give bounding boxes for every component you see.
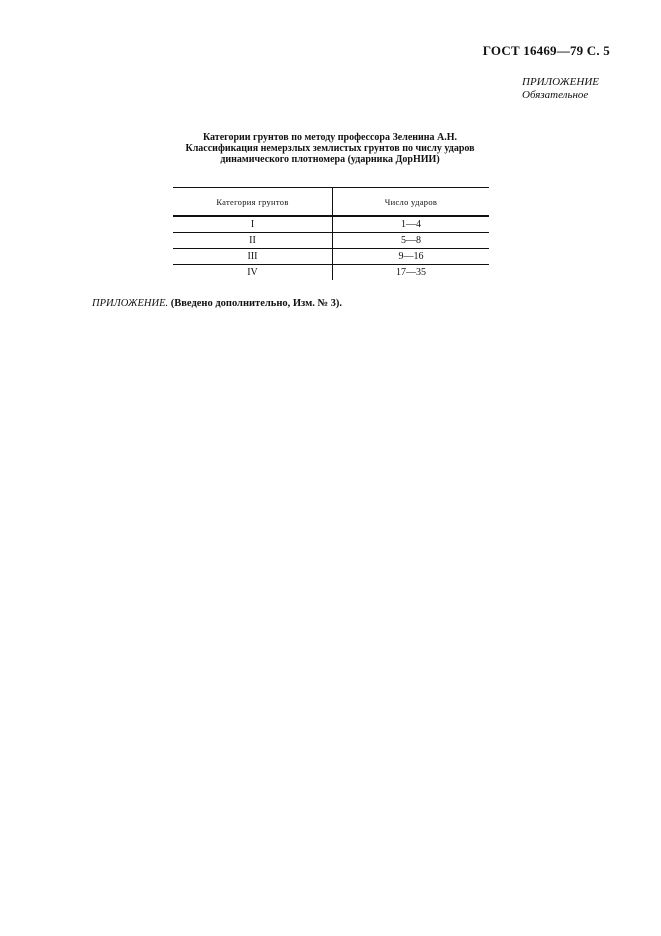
table-title-line-1: Категории грунтов по методу профессора Зеленина А.Н.: [202, 132, 458, 143]
cell-category: II: [173, 233, 333, 249]
table-row: [173, 233, 489, 249]
cell-blows: 1—4: [333, 216, 490, 233]
appendix-title: ПРИЛОЖЕНИЕ: [522, 76, 599, 88]
cell-blows: 5—8: [333, 233, 490, 249]
amendment-note: [92, 298, 342, 309]
column-header-category: Категория грунтов: [173, 188, 333, 217]
amendment-note-text: (Введено дополнительно, Изм. № 3).: [170, 298, 343, 309]
cell-category: I: [173, 216, 333, 233]
cell-blows: 17—35: [396, 267, 426, 278]
page-header-doc-ref: ГОСТ 16469—79 С. 5: [482, 43, 610, 58]
appendix-status: Обязательное: [522, 89, 589, 101]
cell-blows: 9—16: [333, 249, 490, 265]
table-title-line-3: динамического плотномера (ударника ДорНИИ): [220, 154, 440, 165]
table-title-line-2: Классификация немерзлых землистых грунтов по числу ударов: [185, 143, 475, 154]
table-row: [173, 249, 489, 265]
amendment-note-label: ПРИЛОЖЕНИЕ.: [92, 298, 169, 309]
cell-category: IV: [173, 265, 333, 281]
appendix-block: [522, 76, 599, 102]
table-title: [150, 132, 510, 165]
soil-category-table-wrapper: [173, 187, 489, 280]
table-row: [173, 216, 489, 233]
soil-category-table: [173, 187, 489, 280]
table-header-row: [173, 188, 489, 217]
table-row: [173, 265, 489, 281]
cell-category: III: [173, 249, 333, 265]
column-header-blows: Число ударов: [333, 188, 490, 217]
